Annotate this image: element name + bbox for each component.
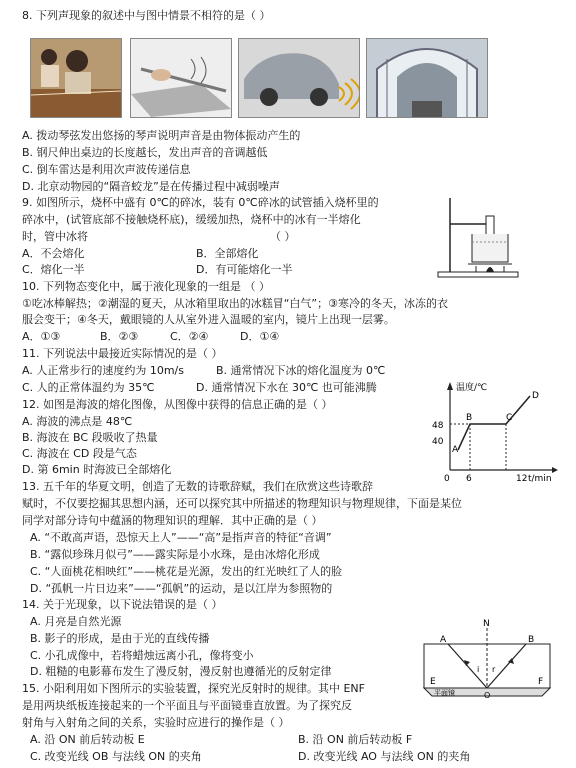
q15-line-2: 是用两块纸板连接起来的一个平面且与平面镜垂直放置。为了探究反: [22, 699, 352, 712]
fig-label-f: F: [538, 677, 544, 687]
fig-label-i: i: [477, 665, 480, 674]
q13-option-b: B. “露似珍珠月似弓”——露实际是小水珠，是由冰熔化形成: [30, 548, 320, 561]
ruler-illustration: [131, 39, 231, 117]
q12-option-a: A. 海波的沸点是 48℃: [22, 415, 133, 428]
melting-curve: [458, 396, 530, 450]
q12-option-c: C. 海波在 CD 段是气态: [22, 447, 137, 460]
q13-line-2: 赋时，不仅要挖掘其思想内涵，还可以探究其中所描述的物理知识与物理规律，下面是某位: [22, 497, 462, 510]
q8-option-b: B. 钢尺伸出桌边的长度越长，发出声音的音调越低: [22, 146, 268, 159]
q13-line-1: 13. 五千年的华夏文明，创造了无数的诗歌辞赋，我们在欣赏这些诗歌辞: [22, 480, 373, 493]
light-reflection-figure: [420, 614, 558, 698]
graph-point-c: C: [506, 413, 513, 423]
q14-option-b: B. 影子的形成，是由于光的直线传播: [30, 632, 210, 645]
q13-option-d: D. “孤帆一片日边来”——“孤帆”的运动，是以江岸为参照物的: [30, 582, 333, 595]
q15-option-d: D. 改变光线 AO 与法线 ON 的夹角: [298, 750, 471, 763]
car-radar-photo: [238, 38, 360, 118]
q13-option-c: C. “人面桃花相映红”——桃花是光源，发出的红光映红了人的脸: [30, 565, 343, 578]
q10-option-c: C．②④: [170, 330, 209, 343]
q10-line-1: ①吃冰棒解热；②潮湿的夏天，从冰箱里取出的冰糕冒“白气”；③寒冷的冬天，冰冻的衣: [22, 297, 448, 310]
fig-label-mirror: 平面镜: [434, 689, 455, 697]
q9-line-3: 时，管中冰将: [22, 230, 88, 243]
q10-option-b: B．②③: [100, 330, 139, 343]
tunnel-illustration: [367, 39, 487, 117]
q9-option-d: D．有可能熔化一半: [196, 263, 293, 276]
q15-option-b: B. 沿 ON 前后转动板 F: [298, 733, 413, 746]
graph-y-tick-48: 48: [432, 421, 444, 431]
fig-label-e: E: [430, 677, 436, 687]
q8-option-a: A. 拨动琴弦发出悠扬的琴声说明声音是由物体振动产生的: [22, 129, 301, 142]
q11-option-c: C. 人的正常体温约为 35℃: [22, 381, 155, 394]
guqin-illustration: [31, 39, 121, 117]
q13-line-3: 同学对部分诗句中蕴涵的物理知识的理解．其中正确的是（ ）: [22, 514, 323, 527]
q11-stem: 11. 下列说法中最接近实际情况的是（ ）: [22, 347, 223, 360]
q15-line-3: 射角与入射角之间的关系，实验时应进行的操作是（ ）: [22, 716, 290, 729]
q14-option-c: C. 小孔成像中，若将蜡烛远离小孔，像将变小: [30, 649, 254, 662]
graph-x-tick-6: 6: [466, 474, 472, 482]
q12-option-b: B. 海波在 BC 段吸收了热量: [22, 431, 158, 444]
q15-line-1: 15. 小阳利用如下图所示的实验装置，探究光反射时的规律。其中 ENF: [22, 682, 365, 695]
x-axis-arrow: [552, 467, 558, 473]
q15-option-a: A. 沿 ON 前后转动板 E: [30, 733, 145, 746]
q10-stem: 10. 下列物态变化中，属于液化现象的一组是 （ ）: [22, 280, 270, 293]
graph-xlabel: t/min: [528, 474, 552, 482]
q8-option-c: C. 倒车雷达是利用次声波传递信息: [22, 163, 191, 176]
q14-option-d: D. 粗糙的电影幕布发生了漫反射，漫反射也遵循光的反射定律: [30, 665, 332, 678]
noise-barrier-photo: [366, 38, 488, 118]
q11-option-d: D. 通常情况下水在 30℃ 也可能沸腾: [196, 381, 377, 394]
beaker-heating-figure: [428, 196, 528, 282]
melting-curve-graph: [426, 378, 560, 482]
q9-option-c: C．熔化一半: [22, 263, 85, 276]
graph-y-tick-40: 40: [432, 437, 444, 447]
q15-option-c: C. 改变光线 OB 与法线 ON 的夹角: [30, 750, 202, 763]
q8-option-d: D. 北京动物园的“隔音蛟龙”是在传播过程中减弱噪声: [22, 180, 280, 193]
q10-option-d: D．①④: [240, 330, 280, 343]
q10-option-a: A．①③: [22, 330, 61, 343]
q11-option-b: B. 通常情况下冰的熔化温度为 0℃: [216, 364, 386, 377]
q9-blank: （ ）: [270, 230, 296, 243]
q13-option-a: A. “不敢高声语，恐惊天上人”——“高”是指声音的特征“音调”: [30, 531, 332, 544]
steel-ruler-photo: [130, 38, 232, 118]
q11-option-a: A. 人正常步行的速度约为 10m/s: [22, 364, 184, 377]
q14-stem: 14. 关于光现象，以下说法错误的是（ ）: [22, 598, 223, 611]
q14-option-a: A. 月亮是自然光源: [30, 615, 122, 628]
graph-xlabel-12: 12: [516, 474, 528, 482]
q12-stem: 12. 如图是海波的熔化图像，从图像中获得的信息正确的是（ ）: [22, 398, 333, 411]
q9-option-b: B．全部熔化: [196, 247, 259, 260]
fig-label-o: O: [484, 691, 491, 698]
q9-line-2: 碎冰中，(试管底部不接触烧杯底)，缓缓加热，烧杯中的冰有一半熔化: [22, 213, 361, 226]
graph-origin: 0: [444, 474, 450, 482]
graph-point-b: B: [466, 413, 473, 423]
fig-label-b: B: [528, 635, 535, 645]
q12-option-d: D. 第 6min 时海波已全部熔化: [22, 463, 172, 476]
q9-option-a: A．不会熔化: [22, 247, 85, 260]
graph-point-d: D: [532, 391, 539, 401]
guqin-photo: [30, 38, 122, 118]
graph-point-a: A: [452, 445, 459, 455]
car-illustration: [239, 39, 359, 117]
q9-line-1: 9. 如图所示，烧杯中盛有 0℃的碎冰，装有 0℃碎冰的试管插入烧杯里的: [22, 196, 379, 209]
q10-line-2: 服会变干；④冬天，戴眼镜的人从室外进入温暖的室内，镜片上出现一层雾。: [22, 313, 395, 326]
y-axis-arrow: [447, 382, 453, 390]
fig-label-a: A: [440, 635, 447, 645]
fig-label-r: r: [492, 665, 496, 674]
fig-label-n: N: [483, 619, 490, 629]
q8-stem: 8. 下列声现象的叙述中与图中情景不相符的是（ ）: [22, 9, 271, 22]
graph-ylabel: 温度/℃: [456, 383, 488, 393]
